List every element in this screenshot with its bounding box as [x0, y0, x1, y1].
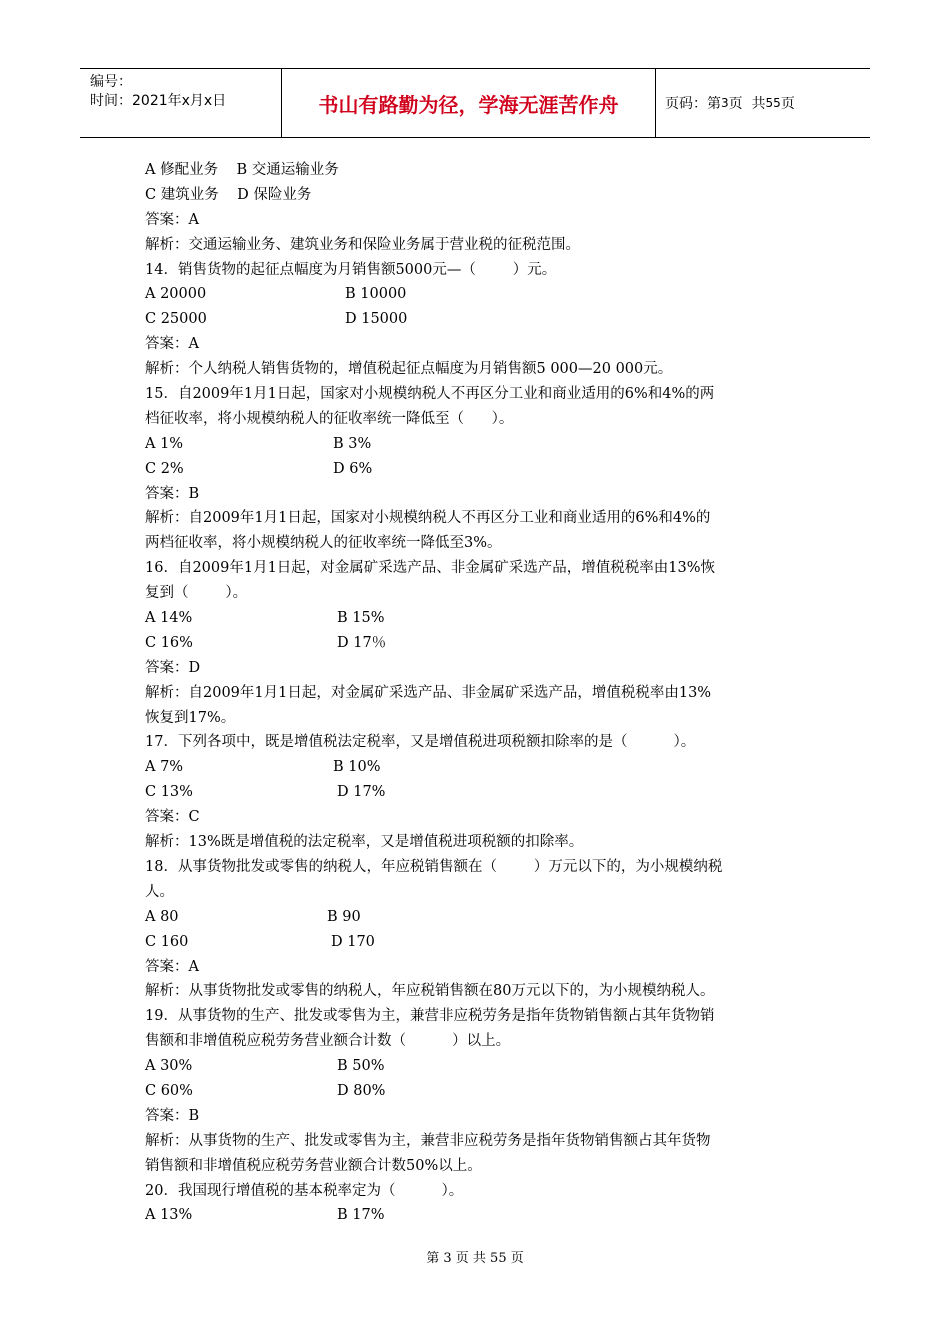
header-time-label: 时间：2021年x月x日 — [90, 93, 227, 109]
option-b: B 10000 — [345, 286, 407, 303]
option-d: D 17％ — [337, 634, 387, 651]
page-number: 3 — [721, 96, 729, 110]
answer-line: 答案：C — [145, 809, 200, 826]
answer-line: 答案：A — [145, 211, 199, 228]
document-body — [145, 158, 810, 1228]
option-d: D 80% — [337, 1082, 386, 1099]
header-meta — [80, 69, 280, 137]
question-18-cont: 人。 — [145, 883, 174, 900]
option-a: A 80 — [145, 908, 179, 925]
question-14: 14．销售货物的起征点幅度为月销售额5000元—（ ）元。 — [145, 261, 557, 278]
explanation-line: 解析：交通运输业务、建筑业务和保险业务属于营业税的征税范围。 — [145, 236, 580, 253]
explanation-line: 两档征收率，将小规模纳税人的征收率统一降低至3%。 — [145, 535, 502, 552]
explanation-line: 解析：13%既是增值税的法定税率，又是增值税进项税额的扣除率。 — [145, 834, 584, 851]
option-row — [145, 905, 810, 930]
explanation-line: 解析：自2009年1月1日起，对金属矿采选产品、非金属矿采选产品，增值税税率由13% — [145, 684, 712, 701]
header-number-label: 编号： — [90, 74, 132, 90]
answer-line: 答案：B — [145, 485, 200, 502]
explanation-line: 恢复到17%。 — [145, 709, 236, 726]
option-b: B 17% — [337, 1207, 385, 1224]
option-d: D 15000 — [345, 311, 408, 328]
question-15-cont: 档征收率，将小规模纳税人的征收率统一降低至（ ）。 — [145, 410, 514, 427]
option-b: B 10% — [333, 759, 381, 776]
page-total: 55 — [765, 96, 781, 110]
question-16-cont: 复到（ ）。 — [145, 585, 248, 602]
option-row — [145, 1203, 810, 1228]
option-b: B 50% — [337, 1058, 385, 1075]
question-15: 15．自2009年1月1日起，国家对小规模纳税人不再区分工业和商业适用的6%和4%的两 — [145, 386, 715, 403]
option-row — [145, 307, 810, 332]
option-row — [145, 780, 810, 805]
explanation-line: 销售额和非增值税应税劳务营业额合计数50%以上。 — [145, 1157, 482, 1174]
question-19: 19．从事货物的生产、批发或零售为主，兼营非应税劳务是指年货物销售额占其年货物销 — [145, 1008, 715, 1025]
option-c: C 160 — [145, 933, 189, 950]
option-d: D 17% — [337, 784, 386, 801]
explanation-line: 解析：个人纳税人销售货物的，增值税起征点幅度为月销售额5 000—20 000元。 — [145, 361, 673, 378]
option-row — [145, 606, 810, 631]
answer-line: 答案：B — [145, 1107, 200, 1124]
option-row — [145, 432, 810, 457]
question-17: 17．下列各项中，既是增值税法定税率，又是增值税进项税额扣除率的是（ ）。 — [145, 734, 696, 751]
answer-line: 答案：A — [145, 958, 199, 975]
explanation-line: 解析：从事货物的生产、批发或零售为主，兼营非应税劳务是指年货物销售额占其年货物 — [145, 1132, 711, 1149]
page-header — [80, 68, 870, 138]
option-row — [145, 1079, 810, 1104]
page-prefix: 页码：第 — [665, 96, 721, 112]
option-a: A 30% — [145, 1058, 193, 1075]
option-c: C 25000 — [145, 311, 207, 328]
option-c: C 2% — [145, 460, 184, 477]
option-c: C 16% — [145, 634, 193, 651]
answer-line: 答案：A — [145, 336, 199, 353]
page-mid: 页 共 — [728, 96, 766, 112]
option-row — [145, 457, 810, 482]
option-a: A 1% — [145, 435, 184, 452]
question-16: 16．自2009年1月1日起，对金属矿采选产品、非金属矿采选产品，增值税税率由13%恢 — [145, 560, 716, 577]
header-page-info — [665, 69, 870, 137]
page-footer: 第 3 页 共 55 页 — [426, 1251, 524, 1266]
question-18: 18．从事货物批发或零售的纳税人，年应税销售额在（ ）万元以下的，为小规模纳税 — [145, 858, 723, 875]
option-b: B 15% — [337, 610, 385, 627]
option-row — [145, 1054, 810, 1079]
question-19-cont: 售额和非增值税应税劳务营业额合计数（ ）以上。 — [145, 1033, 511, 1050]
option-a: A 13% — [145, 1207, 193, 1224]
option-line: C 建筑业务 D 保险业务 — [145, 186, 312, 203]
option-a: A 7% — [145, 759, 184, 776]
option-row — [145, 631, 810, 656]
page-suffix: 页 — [780, 96, 795, 112]
explanation-line: 解析：从事货物批发或零售的纳税人，年应税销售额在80万元以下的，为小规模纳税人。 — [145, 983, 715, 1000]
option-line: A 修配业务 B 交通运输业务 — [145, 162, 339, 178]
header-motto: 书山有路勤为径，学海无涯苦作舟 — [281, 69, 656, 137]
option-d: D 170 — [331, 933, 375, 950]
explanation-line: 解析：自2009年1月1日起，国家对小规模纳税人不再区分工业和商业适用的6%和4%的 — [145, 510, 711, 527]
question-20: 20．我国现行增值税的基本税率定为（ ）。 — [145, 1182, 464, 1199]
option-c: C 60% — [145, 1082, 193, 1099]
option-b: B 3% — [333, 435, 372, 452]
option-b: B 90 — [327, 908, 361, 925]
option-a: A 14% — [145, 610, 193, 627]
answer-line: 答案：D — [145, 659, 201, 676]
option-c: C 13% — [145, 784, 193, 801]
option-row — [145, 282, 810, 307]
option-a: A 20000 — [145, 286, 207, 303]
option-d: D 6% — [333, 460, 373, 477]
option-row — [145, 930, 810, 955]
option-row — [145, 755, 810, 780]
